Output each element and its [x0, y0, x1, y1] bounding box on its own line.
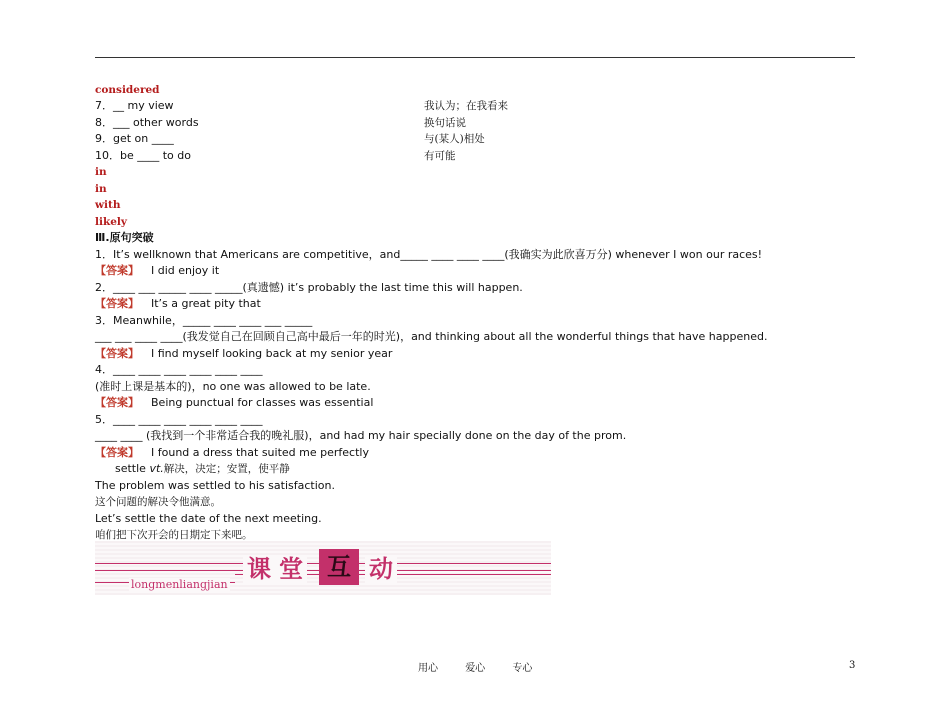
answer-text: I did enjoy it [151, 264, 220, 277]
banner-char-2: 堂 [275, 555, 307, 583]
phrase-answer-3: with [95, 199, 121, 211]
section-title: Ⅲ.原句突破 [95, 231, 154, 244]
footer-item-3: 专心 [512, 663, 533, 674]
header-rule [95, 57, 855, 58]
settle-meaning: 解决，决定；安置，使平静 [163, 463, 290, 475]
phrase-9: 9．get on ____ [95, 132, 174, 145]
settle-pos: vt. [149, 462, 164, 475]
phrase-10-cn: 有可能 [424, 150, 456, 162]
answer-text: I found a dress that suited me perfectly [151, 446, 369, 459]
question-3-cont: ___ ___ ____ ____(我发觉自己在回顾自己高中最后一年的时光)，and thinking about all the wonderful things that have happened. [95, 330, 768, 343]
answer-2 [95, 297, 261, 311]
question-1: 1．It’s wellknown that Americans are competitive，and_____ ____ ____ ____(我确实为此欣喜万分) whenever I won our races! [95, 248, 763, 261]
settle-example-2: Let’s settle the date of the next meeting. [95, 512, 322, 525]
answer-considered: considered [95, 84, 160, 96]
settle-example-1: The problem was settled to his satisfaction. [95, 479, 335, 492]
banner-char-4: 动 [365, 555, 397, 583]
phrase-8-cn: 换句话说 [424, 117, 466, 129]
phrase-7-cn: 我认为；在我看来 [424, 100, 508, 112]
section-banner [95, 541, 551, 595]
answer-text: I find myself looking back at my senior year [151, 347, 393, 360]
phrase-8: 8．___ other words [95, 116, 199, 129]
banner-char-1: 课 [243, 555, 275, 583]
phrase-10: 10．be ____ to do [95, 149, 191, 162]
answer-label: 【答案】 [95, 264, 139, 277]
answer-text: It’s a great pity that [151, 297, 261, 310]
banner-char-3: 互 [327, 553, 351, 581]
phrase-answer-1: in [95, 166, 107, 178]
settle-headword [95, 462, 290, 476]
answer-label: 【答案】 [95, 297, 139, 310]
settle-word: settle [115, 462, 146, 475]
question-5-cont: ____ ____ (我找到一个非常适合我的晚礼服)，and had my hair specially done on the day of the prom. [95, 429, 627, 442]
question-4-cont: (准时上课是基本的)，no one was allowed to be late. [95, 380, 371, 393]
question-2: 2．____ ___ _____ ____ _____(真遗憾) it’s probably the last time this will happen. [95, 281, 523, 294]
answer-1 [95, 264, 219, 278]
answer-label: 【答案】 [95, 446, 139, 459]
banner-subtitle: longmenliangjian [131, 578, 228, 591]
answer-label: 【答案】 [95, 347, 139, 360]
phrase-answer-4: likely [95, 216, 128, 228]
answer-4 [95, 396, 373, 410]
settle-example-1-cn: 这个问题的解决令他满意。 [95, 496, 221, 508]
question-3: 3．Meanwhile，_____ ____ ____ ___ _____ [95, 314, 313, 327]
answer-text: Being punctual for classes was essential [151, 396, 374, 409]
phrase-9-cn: 与(某人)相处 [424, 133, 485, 145]
footer-item-2: 爱心 [465, 663, 486, 674]
answer-5 [95, 446, 369, 460]
footer-item-1: 用心 [418, 663, 438, 674]
banner-highlight-box [319, 549, 359, 585]
footer-motto [418, 659, 556, 674]
page-number: 3 [849, 660, 856, 671]
answer-3 [95, 347, 392, 361]
question-5: 5．____ ____ ____ ____ ____ ____ [95, 413, 263, 426]
phrase-answer-2: in [95, 183, 107, 195]
question-4: 4．____ ____ ____ ____ ____ ____ [95, 363, 263, 376]
answer-label: 【答案】 [95, 396, 139, 409]
settle-example-2-cn: 咱们把下次开会的日期定下来吧。 [95, 529, 253, 541]
phrase-7: 7．__ my view [95, 99, 174, 112]
